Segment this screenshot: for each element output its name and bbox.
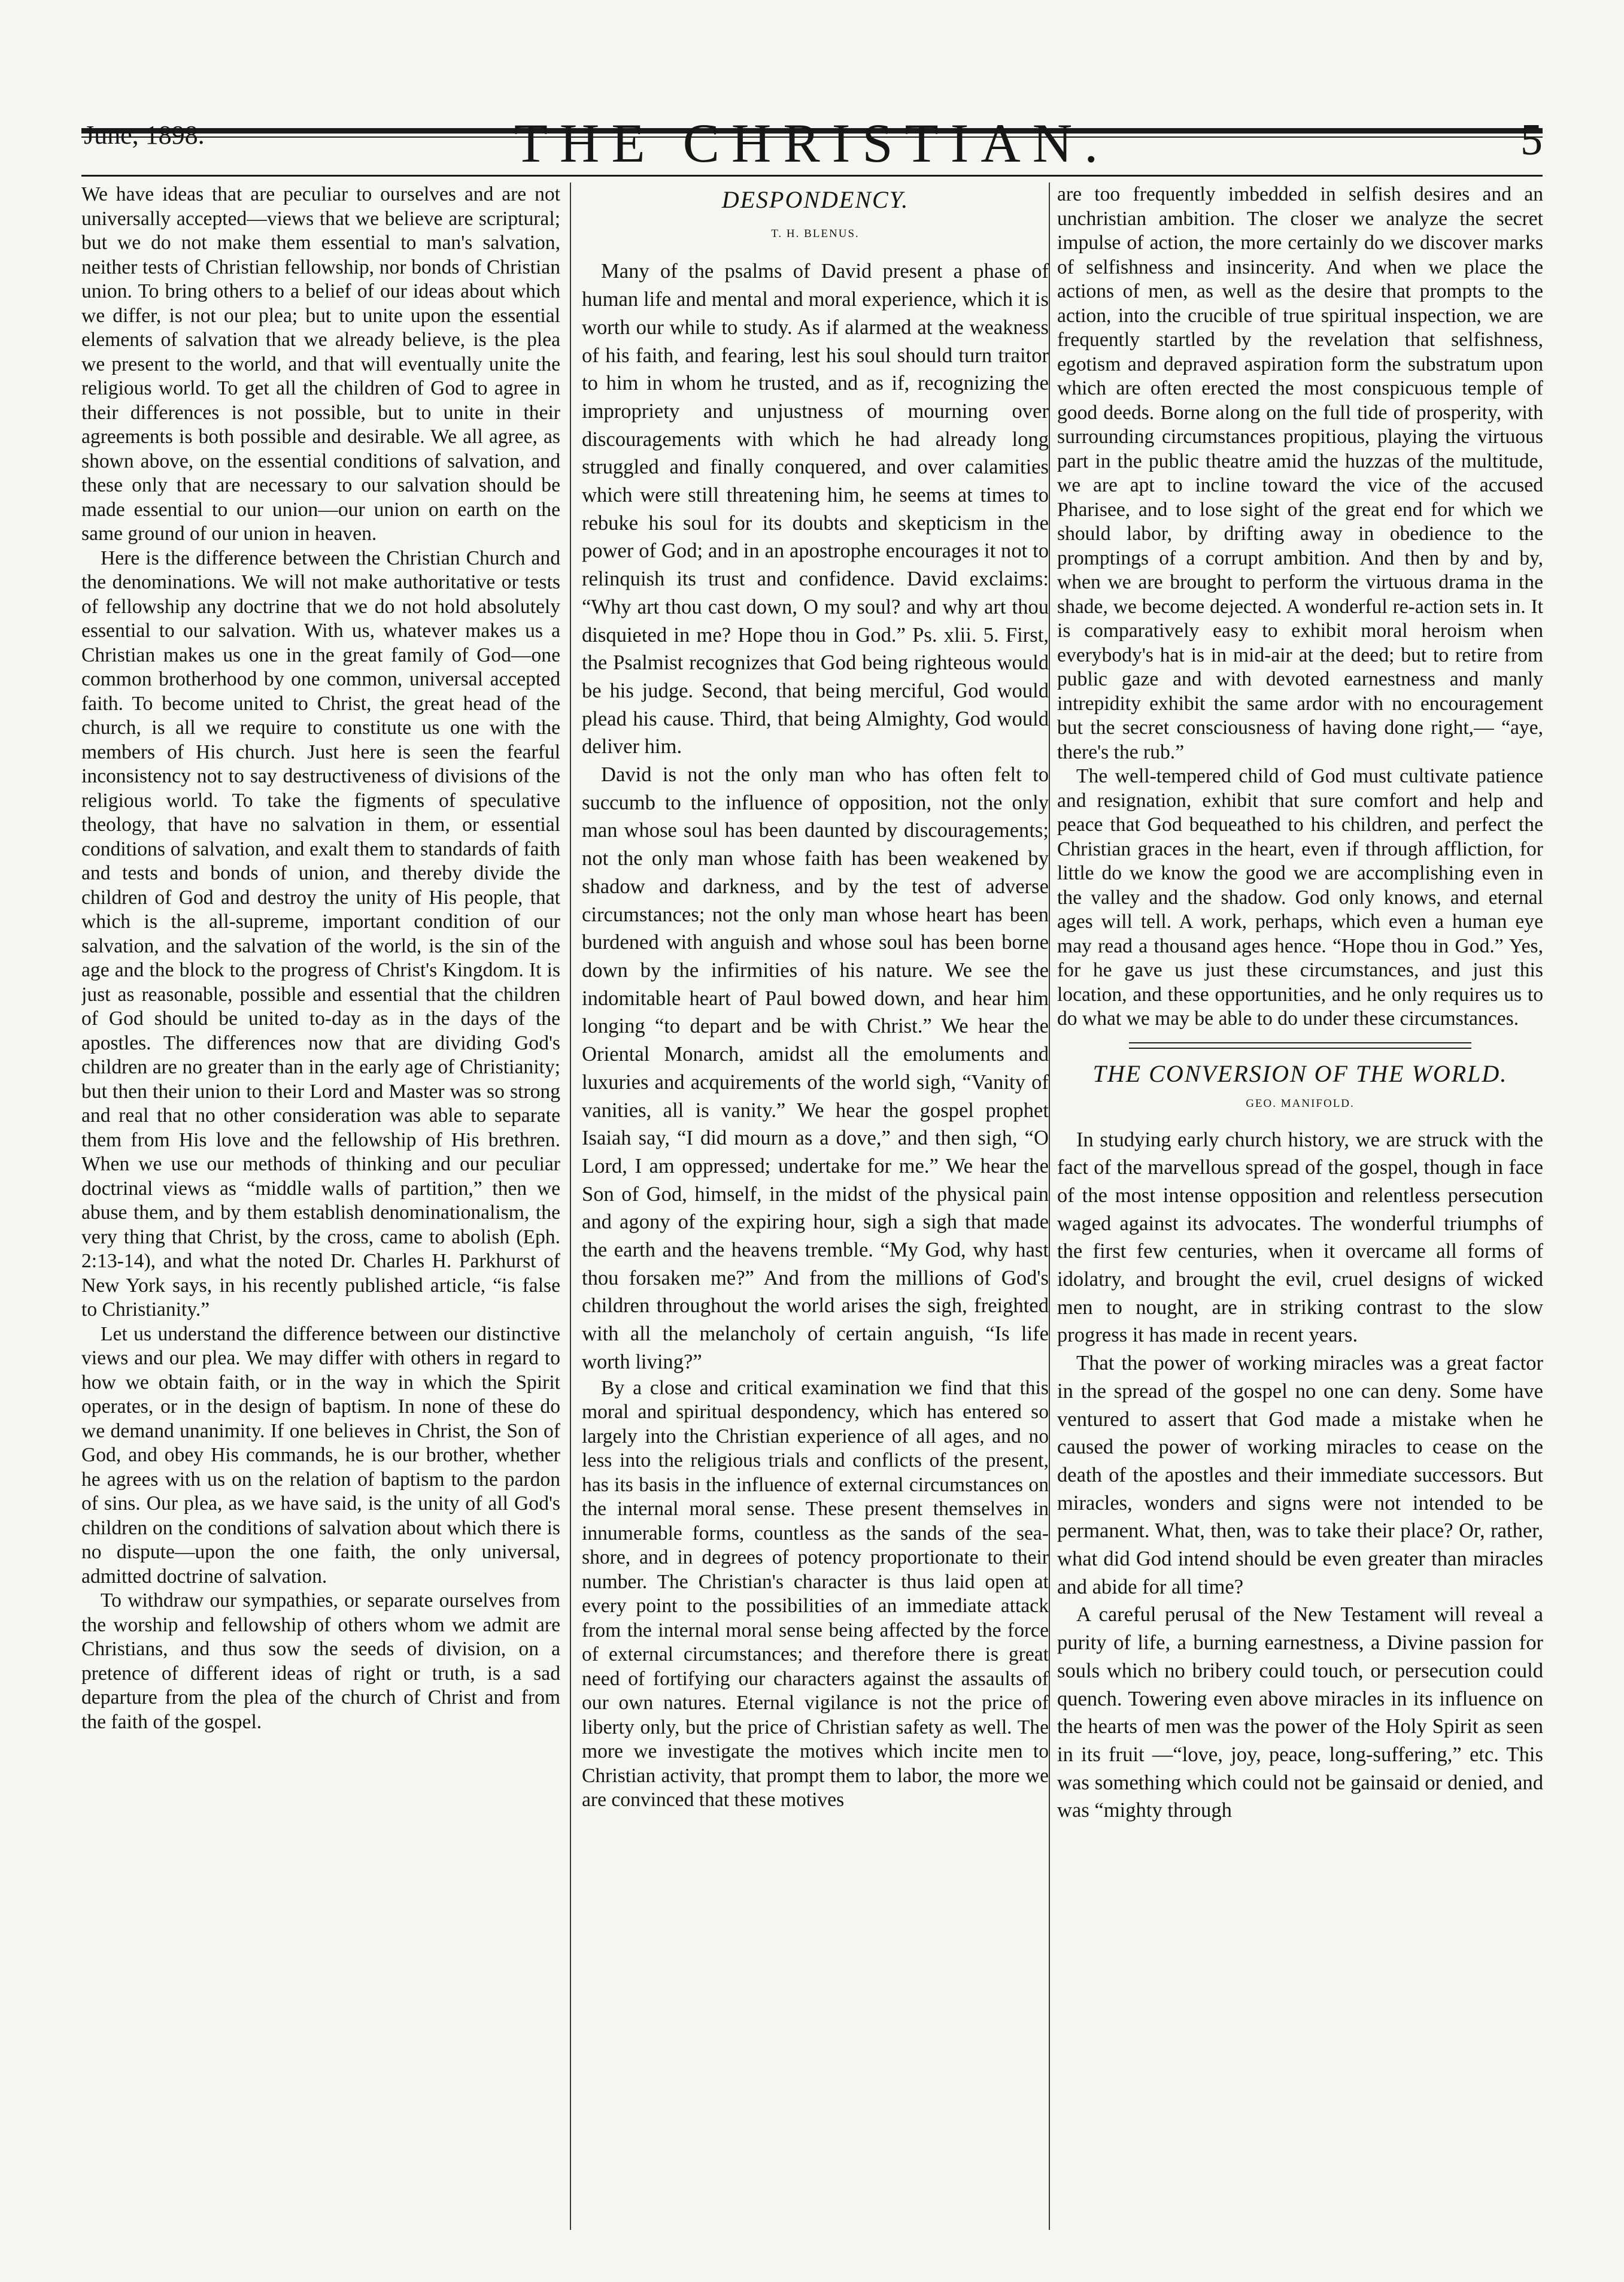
page-number: 5: [1520, 116, 1543, 165]
paragraph: We have ideas that are peculiar to ourselves and are not universally accepted—views that we believe are scriptural; but we do not make them essential to man's salvation, neither tests of Christian fellowship, nor bonds of Christian union. To bring others to a belief of our ideas about which we differ, is not our plea; but to unite upon the essential elements of salvation that we already believe, is the plea we present to the world, and that will eventually unite the religious world. To get all the children of God to agree in their differences is not possible, but to unite in their agreements is both possible and desirable. We all agree, as shown above, on the essential conditions of salvation, and these only that are necessary to our salvation should be made essential to our union—our union on earth on the same ground of our union in heaven.: [81, 183, 560, 545]
masthead-title: THE CHRISTIAN.: [514, 113, 1110, 174]
column-2: [582, 183, 1049, 2230]
paragraph: In studying early church history, we are struck with the fact of the marvellous spread of the gospel, though in face of the most intense opposition and relentless persecution waged against its advocates. The wonderful triumphs of the first few centuries, when it overcame all forms of idolatry, and brought the evil, cruel designs of wicked men to nought, are in striking contrast to the slow progress it has made in recent years.: [1057, 1128, 1543, 1347]
paragraph: are too frequently imbedded in selfish desires and an unchristian ambition. The closer we analyze the secret impulse of action, the more certainly do we discover marks of selfishness and insincerity. And when we place the actions of men, as well as the desire that prompts to the action, into the crucible of true spiritual inspection, we are frequently startled by the revelation that selfishness, egotism and depraved aspiration form the substratum upon which are often erected the most conspicuous temple of good deeds. Borne along on the full tide of prosperity, with surrounding circumstances propitious, playing the virtuous part in the public theatre amid the huzzas of the multitude, we are apt to incline toward the vice of the accused Pharisee, and to lose sight of the great end for which we should labor, by drifting away in obedience to the promptings of a corrupt ambition. And then by and by, when we are brought to perform the virtuous drama in the shade, we become dejected. A wonderful re-action sets in. It is comparatively easy to exhibit moral heroism when everybody's hat is in mid-air at the deed; but to retire from public gaze and with devoted earnestness and manly intrepidity exhibit the same ardor with no encouragement but the secret consciousness of having done right,— “aye, there's the rub.”: [1057, 183, 1543, 763]
paragraph: Here is the difference between the Christian Church and the denominations. We will not make authoritative or tests of fellowship any doctrine that we do not hold absolutely essential to our salvation. With us, whatever makes us a Christian makes us one in the great family of God—one common brotherhood by one common, universal accepted faith. To become united to Christ, the great head of the church, is all we require to constitute us one with the members of His church. Just here is seen the fearful inconsistency not to say destructiveness of divisions of the religious world. To take the figments of speculative theology, that have no salvation in them, or essential conditions of salvation, and exalt them to standards of faith and tests and bonds of union, and thereby divide the children of God and destroy the unity of His people, that which is the all-supreme, important condition of our salvation, and the salvation of the world, is the sin of the age and the block to the progress of Christ's Kingdom. It is just as reasonable, possible and essential that the children of God should be united to-day as in the days of the apostles. The differences now that are dividing God's children are no greater than in the early age of Christianity; but then their union to their Lord and Master was so strong and real that no other consideration was able to separate them from His love and the fellowship of His brethren. When we use our methods of thinking and our peculiar doctrinal views as “middle walls of partition,” then we abuse them, and by them establish denominationalism, the very thing that Christ, by the cross, came to abolish (Eph. 2:13-14), and what the noted Dr. Charles H. Parkhurst of New York says, in his recently published article, “is false to Christianity.”: [81, 547, 560, 1321]
header-rule-bottom: [81, 175, 1543, 177]
paragraph: David is not the only man who has often felt to succumb to the influence of opposition, not the only man whose soul has been daunted by discouragements; not the only man whose faith has been weakened by shadow and darkness, and by the test of adverse circumstances; not the only man whose heart has been burdened with anguish and whose soul has been borne down by the infirmities of his nature. We see the indomitable heart of Paul bowed down, and hear him longing “to depart and be with Christ.” We hear the Oriental Monarch, amidst all the emoluments and luxuries and acquirements of the world sigh, “Vanity of vanities, all is vanity.” We hear the gospel prophet Isaiah say, “I did mourn as a dove,” and then sigh, “O Lord, I am oppressed; undertake for me.” We hear the Son of God, himself, in the midst of the physical pain and agony of the expiring hour, sigh a sigh that made the earth and the heavens tremble. “My God, why hast thou forsaken me?” And from the millions of God's children throughout the world arises the sigh, freighted with all the melancholy of certain anguish, “Is life worth living?”: [582, 763, 1049, 1373]
column-1: [81, 183, 560, 2230]
issue-date: June, 1898.: [84, 120, 205, 150]
paragraph: That the power of working miracles was a great factor in the spread of the gospel no one can deny. Some have ventured to assert that God made a mistake when he caused the power of working miracles to cease on the death of the apostles and their immediate successors. But miracles, wonders and signs were not intended to be permanent. What, then, was to take their place? Or, rather, what did God intend should be even greater than miracles and abide for all time?: [1057, 1352, 1543, 1598]
paragraph: Let us understand the difference between our distinctive views and our plea. We may differ with others in regard to how we obtain faith, or in the way in which the Spirit operates, or in the design of baptism. In none of these do we demand unanimity. If one believes in Christ, the Son of God, and obey His commands, he is our brother, whether he agrees with us on the relation of baptism to the pardon of sins. Our plea, as we have said, is the unity of all God's children on the conditions of salvation about which there is no dispute—upon the one faith, the only universal, admitted doctrine of salvation.: [81, 1322, 560, 1588]
section-divider: [1129, 1042, 1471, 1049]
column-divider: [570, 183, 571, 2230]
article-title: THE CONVERSION OF THE WORLD.: [1092, 1060, 1508, 1087]
paragraph: To withdraw our sympathies, or separate ourselves from the worship and fellowship of others whom we admit are Christians, and thus sow the seeds of division, on a pretence of different ideas of right or truth, is a sad departure from the plea of the church of Christ and from the faith of the gospel.: [81, 1589, 560, 1733]
paragraph: By a close and critical examination we find that this moral and spiritual despondency, which has entered so largely into the Christian experience of all ages, and no less into the religious trials and conflicts of the present, has its basis in the influence of external circumstances on the internal moral sense. These present themselves in innumerable forms, countless as the sands of the sea-shore, and in degrees of potency proportionate to their number. The Christian's character is thus laid open at every point to the possibilities of an immediate attack from the internal moral sense being affected by the force of external circumstances; and therefore there is great need of fortifying our characters against the assaults of our own natures. Eternal vigilance is not the price of liberty only, but the price of Christian safety as well. The more we investigate the motives which incite men to Christian activity, that prompt them to labor, the more we are convinced that these motives: [582, 1376, 1049, 1811]
article-byline: T. H. BLENUS.: [771, 227, 860, 240]
paragraph: Many of the psalms of David present a phase of human life and mental and moral experience, which it is worth our while to study. As if alarmed at the weakness of his faith, and fearing, lest his soul should turn traitor to him in whom he trusted, and as if, recognizing the impropriety and unjustness of mourning over discouragements with which he had already long struggled and finally conquered, and over calamities which were still threatening him, he seems at times to rebuke his soul for its doubts and skepticism in the power of God; and in an apostrophe encourages it not to relinquish its trust and confidence. David exclaims: “Why art thou cast down, O my soul? and why art thou disquieted in me? Hope thou in God.” Ps. xlii. 5. First, the Psalmist recognizes that God being righteous would be his judge. Second, that being merciful, God would plead his cause. Third, that being Almighty, God would deliver him.: [582, 260, 1049, 758]
column-3: [1057, 183, 1543, 2230]
article-byline: GEO. MANIFOLD.: [1246, 1097, 1355, 1110]
column-divider: [1049, 183, 1050, 2230]
paragraph: A careful perusal of the New Testament will reveal a purity of life, a burning earnestness, a Divine passion for souls which no bribery could touch, or persecution could quench. Towering even above miracles in its influence on the hearts of men was the power of the Holy Spirit as seen in its fruit —“love, joy, peace, long-suffering,” etc. This was something which could not be gainsaid or denied, and was “mighty through: [1057, 1603, 1543, 1822]
article-title: DESPONDENCY.: [721, 186, 909, 213]
paragraph: The well-tempered child of God must cultivate patience and resignation, exhibit that sure comfort and help and peace that God bequeathed to his children, and perfect the Christian graces in the heart, even if through affliction, for little do we know the good we are accomplishing even in the valley and the shadow. God only knows, and eternal ages will tell. A work, perhaps, which even a human eye may read a thousand ages hence. “Hope thou in God.” Yes, for he gave us just these circumstances, and just this location, and these opportunities, and he only requires us to do what we may be able to do under these circumstances.: [1057, 765, 1543, 1030]
